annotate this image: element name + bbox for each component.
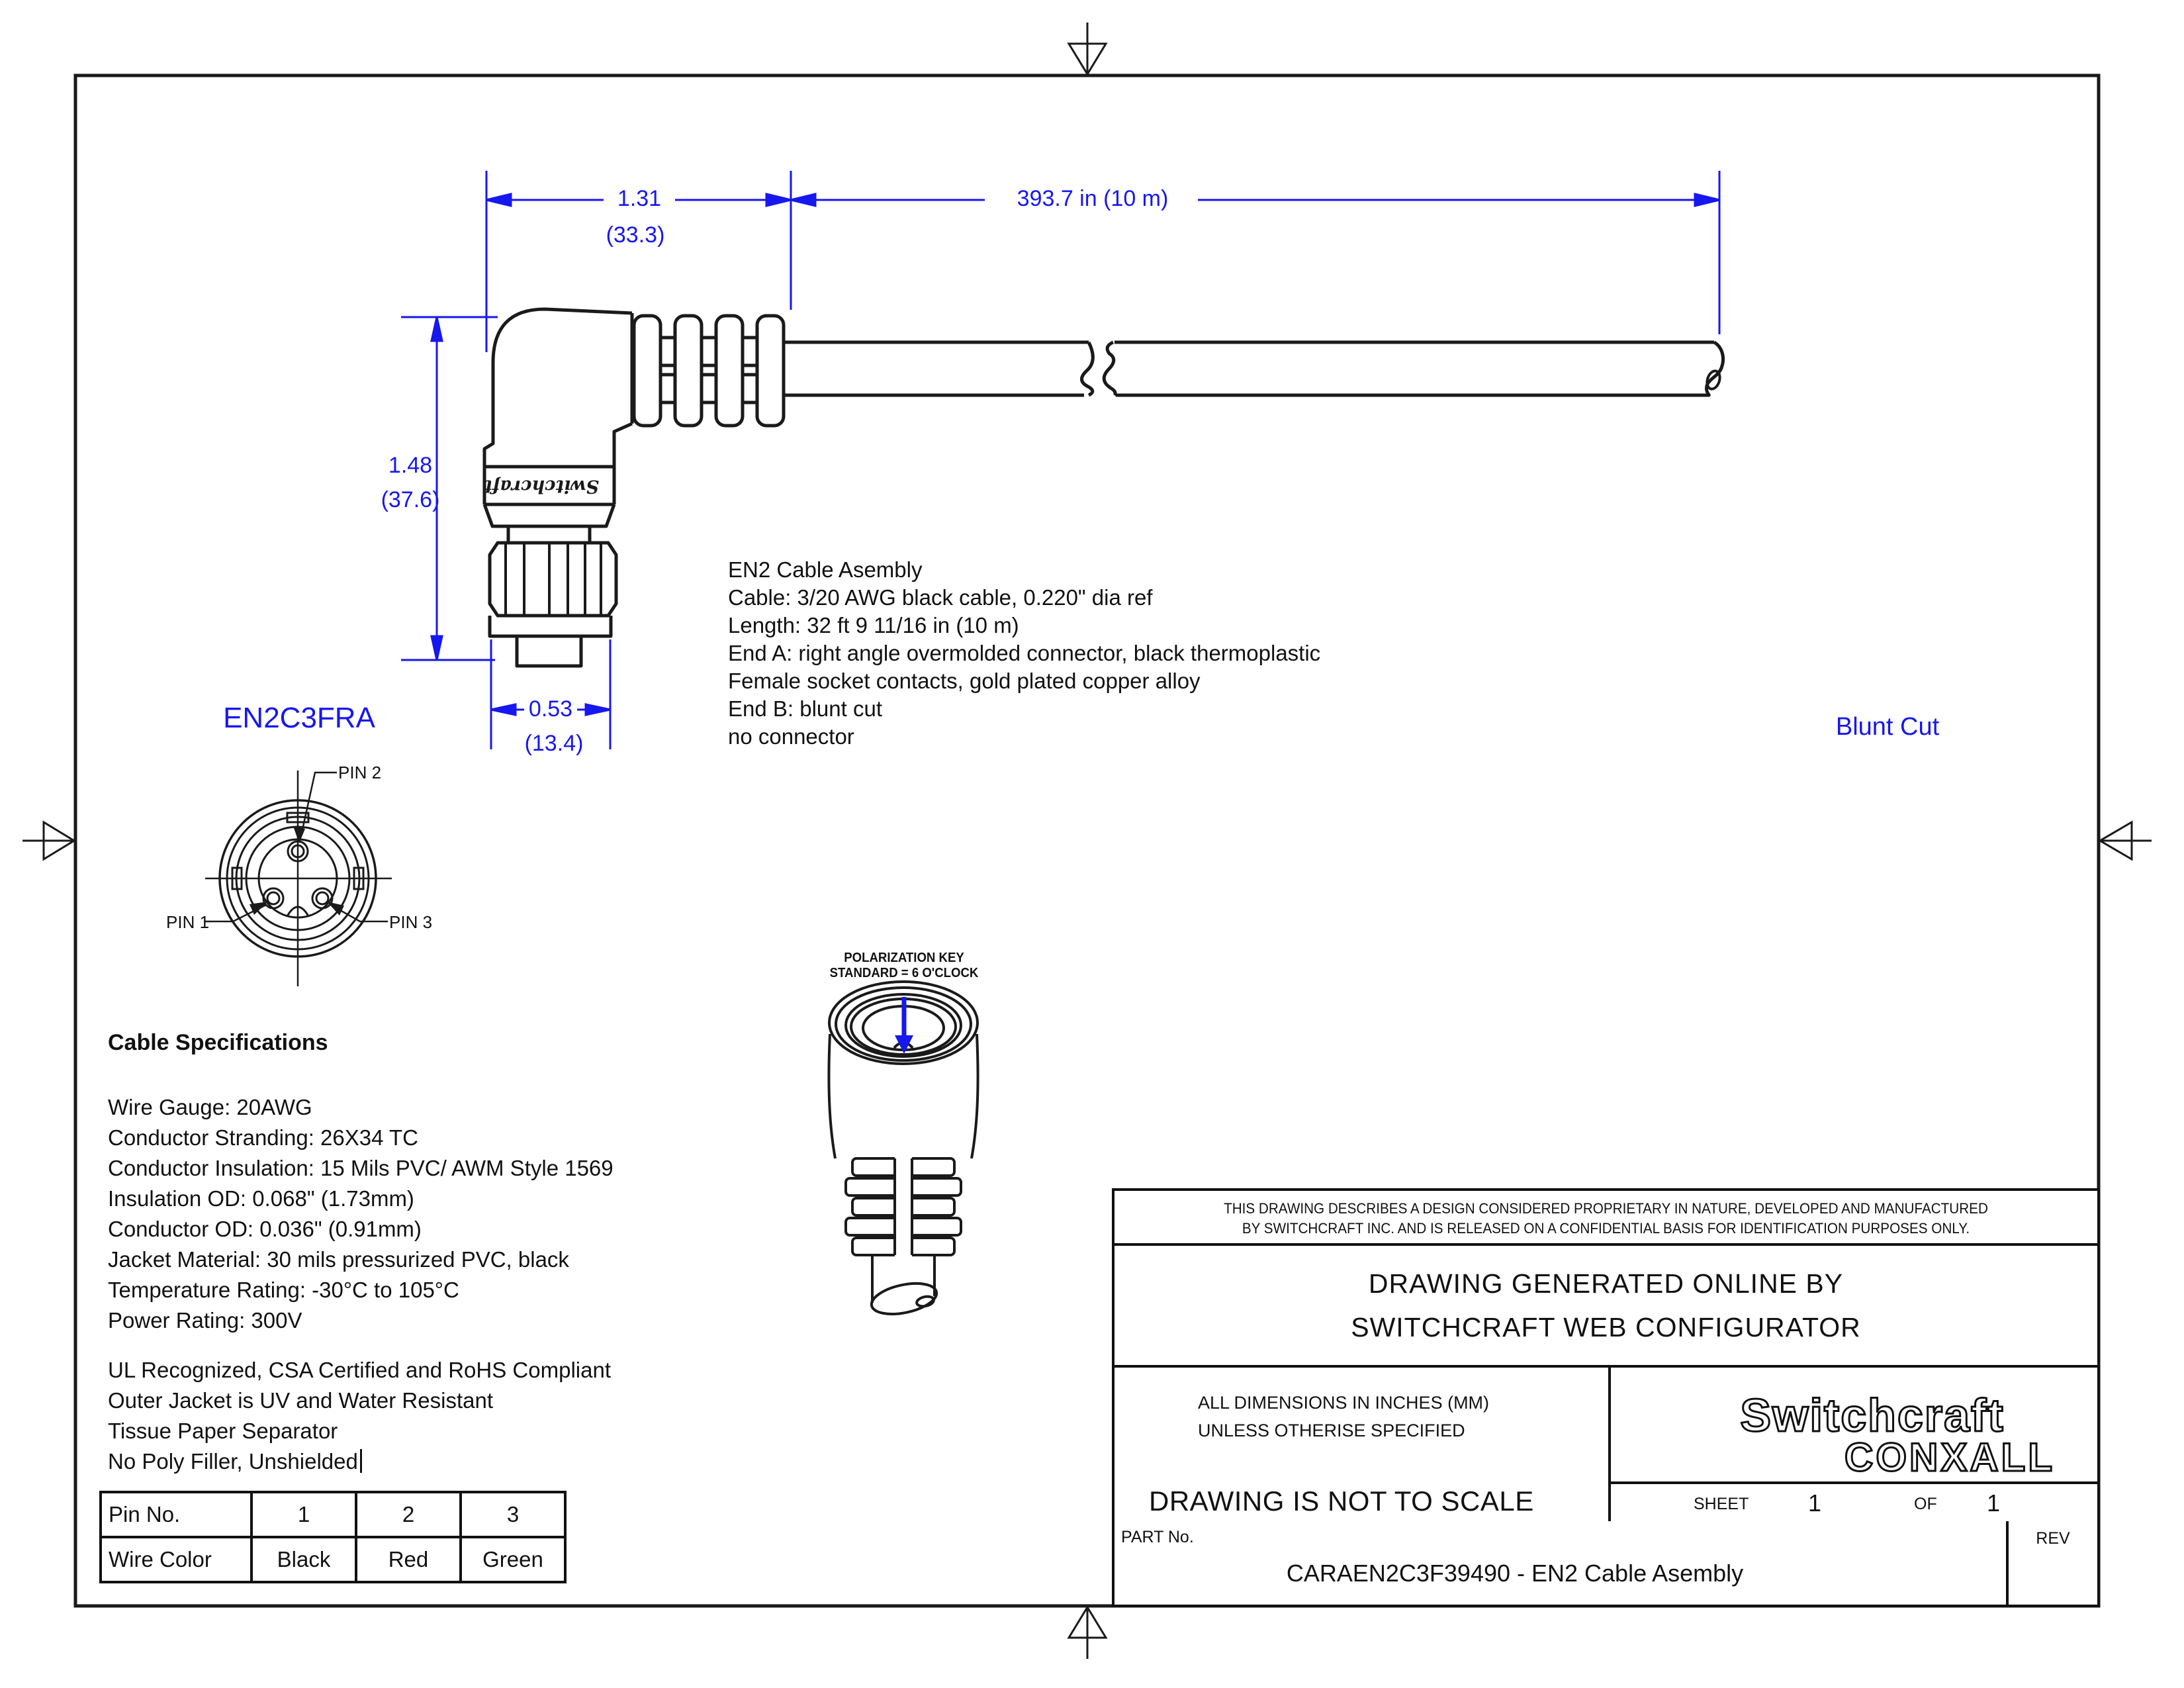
table-cell: Black bbox=[250, 1536, 357, 1583]
pin2-label: PIN 2 bbox=[338, 763, 382, 782]
description-line: Cable: 3/20 AWG black cable, 0.220" dia ref bbox=[728, 585, 1153, 610]
proprietary-line2: BY SWITCHCRAFT INC. AND IS RELEASED ON A CONFIDENTIAL BASIS FOR IDENTIFICATION PURPOSES ONLY. bbox=[1242, 1220, 1970, 1237]
logo-conxall-text: CONXALL bbox=[1844, 1435, 2055, 1479]
assembly-description bbox=[728, 556, 1320, 751]
strain-relief bbox=[634, 316, 784, 426]
spec-line: Conductor Insulation: 15 Mils PVC/ AWM Style 1569 bbox=[108, 1156, 614, 1180]
dim-connector-length-mm: (33.3) bbox=[606, 222, 665, 248]
pin3-label: PIN 3 bbox=[389, 912, 433, 932]
registration-arrow-right bbox=[2100, 822, 2152, 859]
rev-cell: REV bbox=[2006, 1521, 2097, 1605]
registration-arrow-bottom bbox=[1069, 1607, 1106, 1659]
part-no-label: PART No. bbox=[1121, 1528, 1194, 1546]
description-line: EN2 Cable Asembly bbox=[728, 557, 923, 582]
description-line: End B: blunt cut bbox=[728, 696, 882, 721]
table-cell: Wire Color bbox=[99, 1536, 253, 1583]
note-line: No Poly Filler, Unshielded bbox=[108, 1446, 611, 1477]
not-to-scale-note: DRAWING IS NOT TO SCALE bbox=[1149, 1485, 1534, 1517]
generated-by-notice bbox=[1115, 1246, 2097, 1368]
text-cursor bbox=[360, 1449, 362, 1473]
table-cell: 3 bbox=[459, 1491, 567, 1538]
pin-face-view bbox=[205, 771, 392, 986]
description-line: Female socket contacts, gold plated copper alloy bbox=[728, 669, 1201, 693]
logo-switchcraft-text: Switchcraft bbox=[1740, 1389, 2005, 1441]
logo-sheet-cell bbox=[1611, 1368, 2097, 1521]
cable-specs-list bbox=[108, 1092, 614, 1336]
dim-height-in: 1.48 bbox=[388, 453, 433, 478]
connector-brand-text: Switchcraft bbox=[484, 476, 599, 496]
connector-part-label: EN2C3FRA bbox=[223, 702, 375, 734]
spec-line: Temperature Rating: -30°C to 105°C bbox=[108, 1278, 459, 1302]
part-number-value: CARAEN2C3F39490 - EN2 Cable Asembly bbox=[1286, 1560, 1744, 1587]
sheet-number: 1 bbox=[1808, 1489, 1822, 1517]
spec-line: Wire Gauge: 20AWG bbox=[108, 1095, 312, 1119]
part-number-cell bbox=[1115, 1521, 2097, 1605]
spec-line: Conductor OD: 0.036" (0.91mm) bbox=[108, 1217, 422, 1241]
note-line: Outer Jacket is UV and Water Resistant bbox=[108, 1388, 493, 1413]
generated-line1: DRAWING GENERATED ONLINE BY bbox=[1368, 1268, 1844, 1299]
table-cell: Red bbox=[355, 1536, 462, 1583]
sheet-row bbox=[1611, 1484, 2097, 1521]
units-note-line2: UNLESS OTHERISE SPECIFIED bbox=[1198, 1421, 1465, 1440]
registration-arrow-left bbox=[23, 822, 74, 859]
description-line: End A: right angle overmolded connector, black thermoplastic bbox=[728, 641, 1321, 665]
spec-line: Insulation OD: 0.068" (1.73mm) bbox=[108, 1186, 414, 1211]
table-cell: 1 bbox=[250, 1491, 357, 1538]
sheet-total: 1 bbox=[1987, 1489, 2001, 1517]
polarization-note-line2: STANDARD = 6 O'CLOCK bbox=[829, 966, 979, 980]
title-block bbox=[1112, 1188, 2100, 1607]
units-note bbox=[1198, 1389, 1489, 1444]
note-line: Tissue Paper Separator bbox=[108, 1419, 338, 1443]
dim-height-mm: (37.6) bbox=[381, 487, 440, 512]
polarization-view bbox=[829, 982, 978, 1319]
dim-width-in: 0.53 bbox=[528, 696, 573, 722]
proprietary-notice bbox=[1115, 1191, 2097, 1246]
spec-line: Jacket Material: 30 mils pressurized PVC, black bbox=[108, 1247, 569, 1272]
dim-cable-length: 393.7 in (10 m) bbox=[1017, 186, 1169, 211]
dim-width-mm: (13.4) bbox=[524, 731, 584, 756]
sheet-label: SHEET bbox=[1694, 1495, 1749, 1513]
pin-wire-table bbox=[99, 1491, 568, 1583]
company-logo bbox=[1611, 1368, 2097, 1484]
pin1-label: PIN 1 bbox=[166, 912, 210, 932]
units-note-line1: ALL DIMENSIONS IN INCHES (MM) bbox=[1198, 1393, 1490, 1413]
table-cell: Green bbox=[459, 1536, 567, 1583]
cable-specs-heading: Cable Specifications bbox=[108, 1030, 328, 1055]
dimension-units-cell bbox=[1115, 1368, 1611, 1521]
compliance-notes bbox=[108, 1355, 611, 1477]
blunt-cut-label: Blunt Cut bbox=[1835, 713, 1940, 741]
generated-line2: SWITCHCRAFT WEB CONFIGURATOR bbox=[1351, 1312, 1861, 1342]
table-cell: 2 bbox=[355, 1491, 462, 1538]
of-label: OF bbox=[1914, 1495, 1937, 1513]
description-line: Length: 32 ft 9 11/16 in (10 m) bbox=[728, 613, 1019, 637]
polarization-note-line1: POLARIZATION KEY bbox=[844, 951, 964, 965]
spec-line: Conductor Stranding: 26X34 TC bbox=[108, 1125, 419, 1150]
spec-line: Power Rating: 300V bbox=[108, 1308, 302, 1333]
cable-run bbox=[784, 342, 1723, 395]
polarization-note bbox=[768, 951, 1040, 981]
note-line: UL Recognized, CSA Certified and RoHS Compliant bbox=[108, 1358, 611, 1382]
dim-connector-length-in: 1.31 bbox=[617, 186, 662, 211]
description-line: no connector bbox=[728, 724, 854, 749]
registration-arrow-top bbox=[1069, 23, 1106, 74]
table-cell: Pin No. bbox=[99, 1491, 253, 1538]
proprietary-line1: THIS DRAWING DESCRIBES A DESIGN CONSIDERED PROPRIETARY IN NATURE, DEVELOPED AND MANUFACTURED bbox=[1224, 1200, 1988, 1217]
